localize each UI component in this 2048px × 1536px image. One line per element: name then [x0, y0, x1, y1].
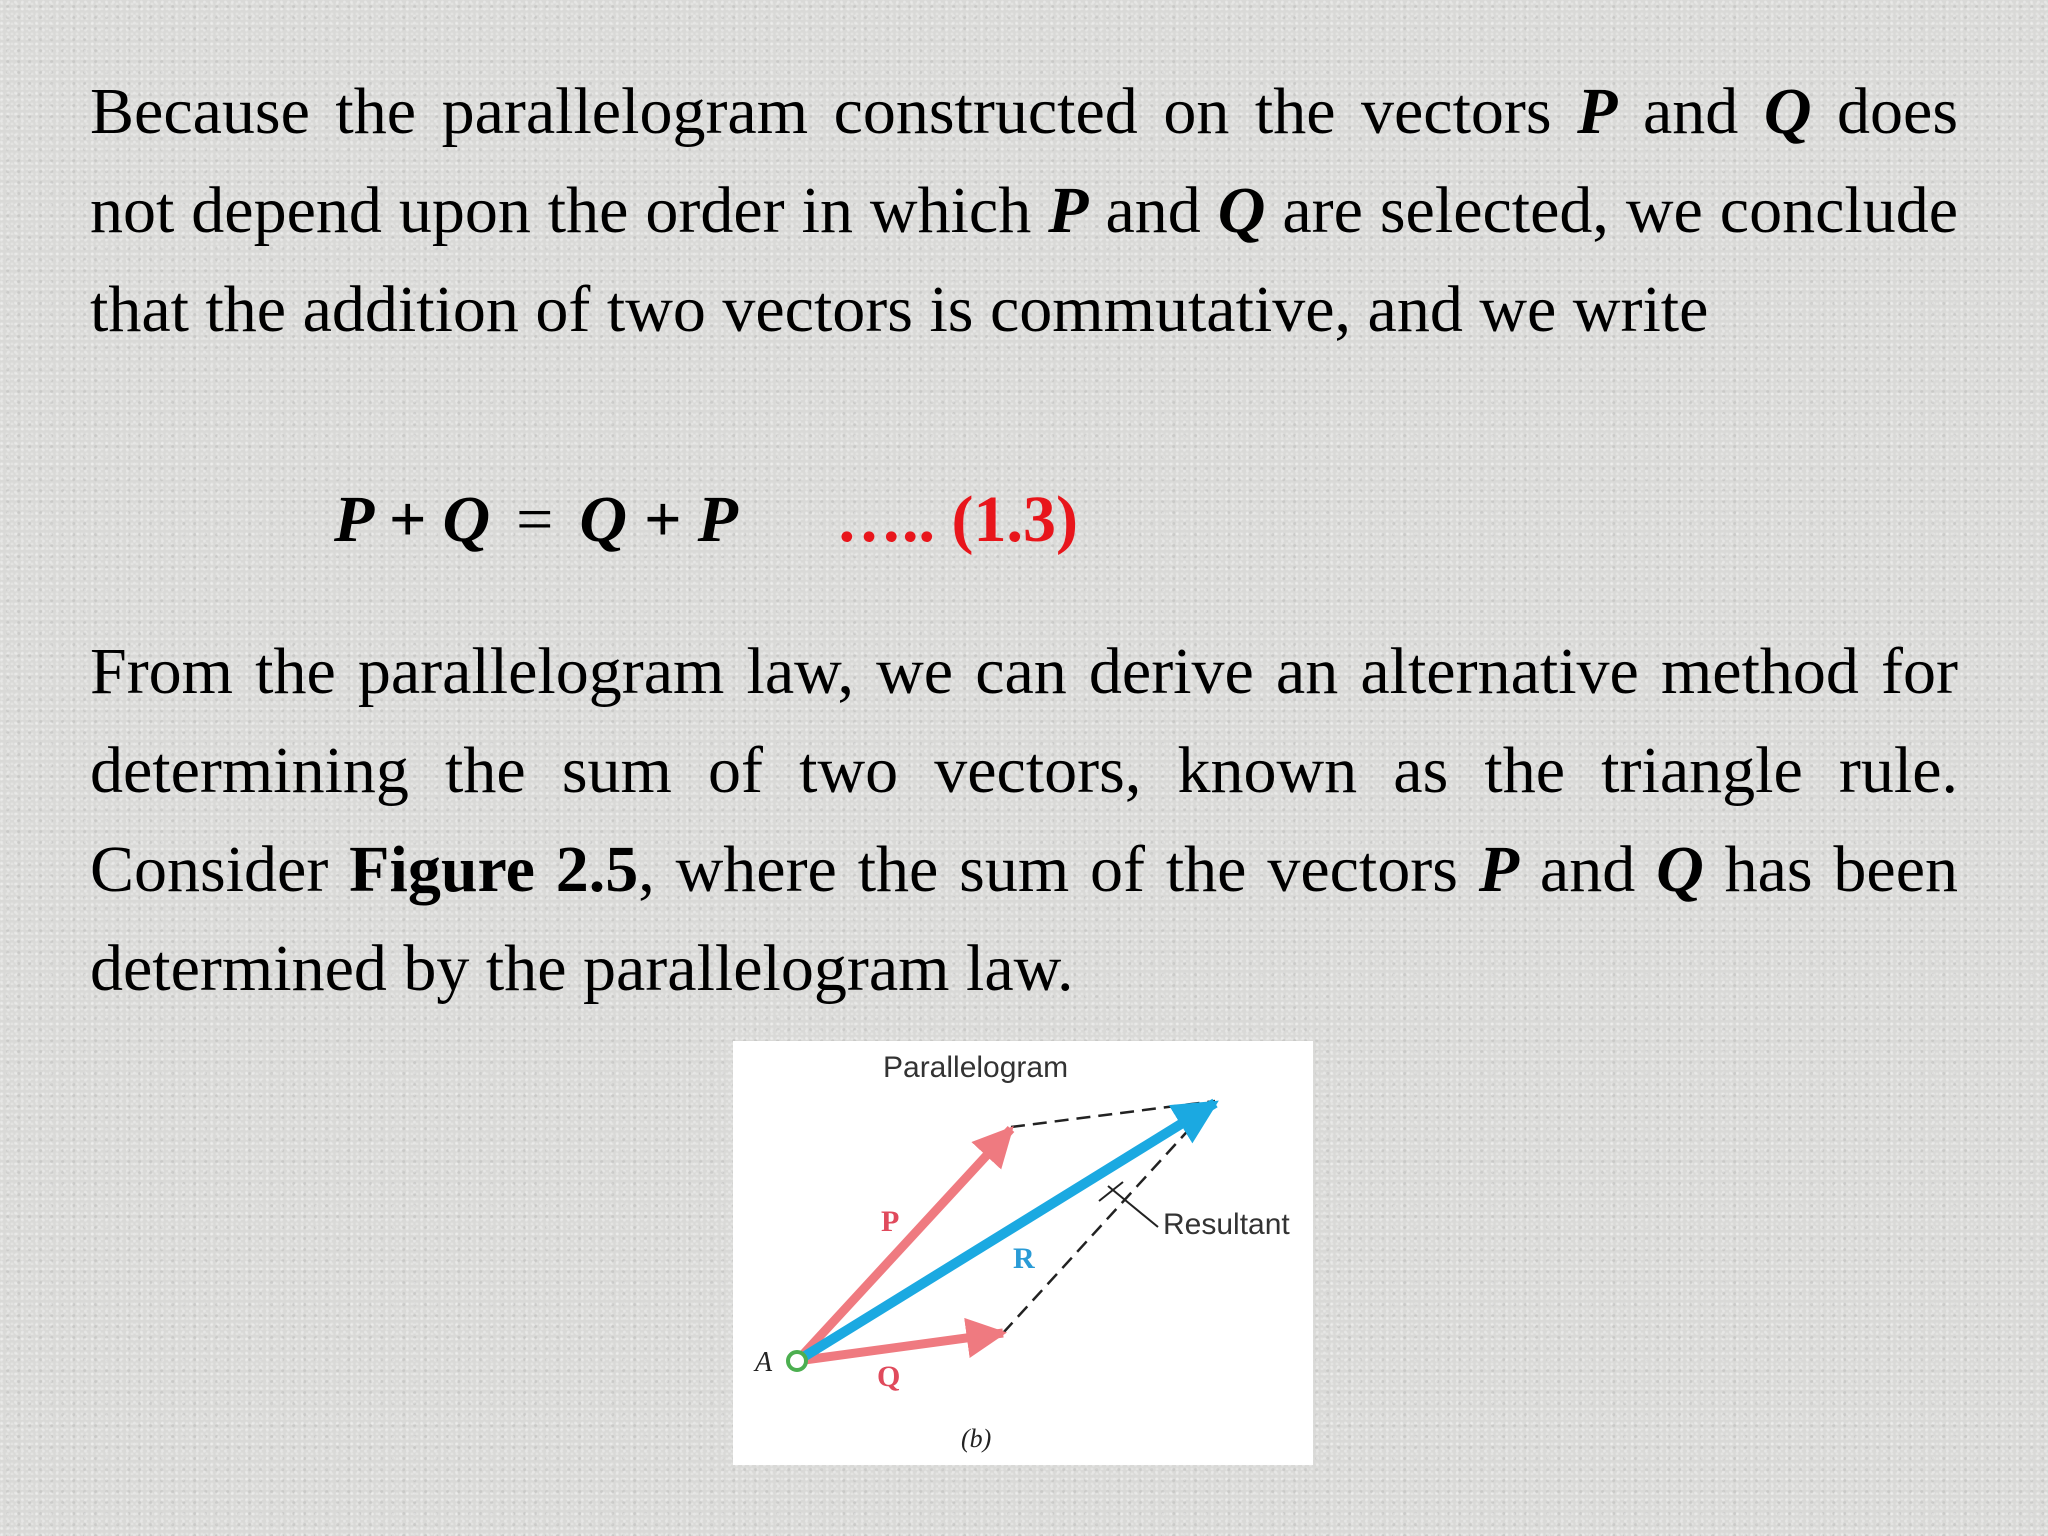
- text-span: and: [1519, 833, 1657, 906]
- text-span: and: [1088, 174, 1218, 247]
- paragraph-commutative: [90, 62, 1958, 359]
- text-span: and: [1617, 75, 1764, 148]
- label-q: Q: [877, 1360, 901, 1393]
- point-a-marker: [788, 1352, 806, 1370]
- equation-equals: =: [516, 483, 554, 556]
- text-span: From the parallelogram law, we can derive an alternative method for determining the sum of two vectors, known as the triangle rule. Consider: [90, 635, 1958, 906]
- equation-number: ….. (1.3): [835, 483, 1078, 556]
- vector-q: Q: [1217, 174, 1266, 247]
- text-span: does not depend upon the order in which: [90, 75, 1959, 247]
- vector-q: Q: [1656, 833, 1704, 906]
- figure-title: Parallelogram: [883, 1051, 1069, 1084]
- vector-q: Q: [1763, 75, 1812, 148]
- text-span: Because the parallelogram constructed on the vectors: [90, 75, 1578, 148]
- resultant-tick: [1099, 1182, 1123, 1201]
- resultant-label: Resultant: [1163, 1208, 1290, 1241]
- figure-reference: Figure 2.5: [349, 833, 639, 906]
- figure-caption: (b): [961, 1424, 992, 1453]
- paragraph-triangle-rule: [90, 622, 1958, 1018]
- label-r: R: [1013, 1242, 1035, 1275]
- text-span: has been determined by the parallelogram law.: [90, 833, 1958, 1005]
- vector-p: P: [1048, 174, 1089, 247]
- parallelogram-diagram: [733, 1041, 1313, 1465]
- equation-right: Q + P: [579, 483, 738, 556]
- vector-p: P: [1577, 75, 1618, 148]
- label-a: A: [755, 1347, 773, 1378]
- text-span: , where the sum of the vectors: [638, 833, 1479, 906]
- equation-left: P + Q: [334, 483, 491, 556]
- label-p: P: [881, 1205, 900, 1238]
- text-span: are selected, we conclude that the addition of two vectors is commutative, and we write: [90, 174, 1959, 346]
- vector-r-arrow: [797, 1103, 1215, 1361]
- parallelogram-figure: [733, 1041, 1313, 1465]
- resultant-leader-line: [1108, 1186, 1158, 1227]
- equation-1-3: [334, 480, 1078, 560]
- vector-p: P: [1478, 833, 1520, 906]
